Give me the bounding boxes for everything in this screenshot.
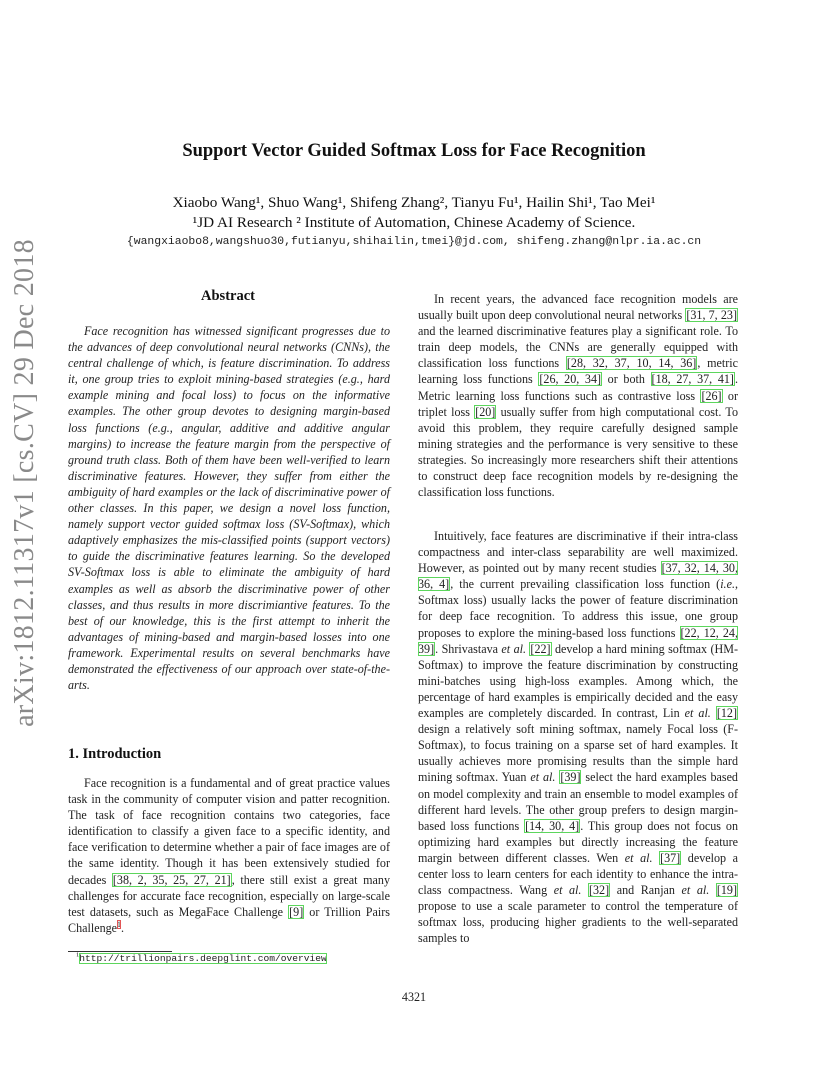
citation-link[interactable]: [18, 27, 37, 41] xyxy=(651,372,734,387)
citation-link[interactable]: [26] xyxy=(701,388,722,403)
citation-link[interactable]: [37, 32, 14, 30, 36, 4] xyxy=(418,561,738,592)
intro-paragraph: Intuitively, face features are discriminative if their intra-class compactness and inter-class separability are well maximized. However, as pointed out by many recent studies [37, 32, 14, 30, 36, 4], the current prevailing classification loss function (i.e., Softmax loss) usually lacks the power of feature discrimination for deep face recognition. To address this issue, one group proposes to explore the mining-based loss functions [22, 12, 24, 39]. Shrivastava et al. [22] develop a hard mining softmax (HM-Softmax) to improve the feature discrimination by constructing mini-batches using high-loss examples. Among which, the percentage of hard examples is empirically decided and the easy examples are completely discarded. In contrast, Lin et al. [12] design a relatively soft mining softmax, namely Focal loss (F-Softmax), to focus training on a sparse set of hard examples. It usually achieves more promising results than the simple hard mining softmax. Yuan et al. [39] select the hard examples based on model complexity and train an ensemble to model examples of different hard levels. The other group prefers to design margin-based loss functions [14, 30, 4]. This group does not focus on optimizing hard examples but directly increasing the feature margin between different classes. Wen et al. [37] develop a center loss to learn centers for each identity to enhance the intra-class compactness. Wang et al. [32] and Ranjan et al. [19] propose to use a scale parameter to control the temperature of softmax loss, producing higher gradients to the well-separated samples to xyxy=(418,529,739,946)
citation-link[interactable]: [9] xyxy=(289,904,304,919)
footnote-marker-link[interactable]: 1 xyxy=(117,919,121,929)
citation-link[interactable]: [14, 30, 4] xyxy=(525,818,580,833)
affiliations: ¹JD AI Research ² Institute of Automation, Chinese Academy of Science. xyxy=(192,214,636,231)
footnote xyxy=(76,953,327,964)
page-number: 4321 xyxy=(401,990,427,1004)
citation-link[interactable]: [26, 20, 34] xyxy=(539,372,602,387)
footnote-url-link[interactable]: http://trillionpairs.deepglint.com/overview xyxy=(79,953,327,964)
author-list: Xiaobo Wang¹, Shuo Wang¹, Shifeng Zhang², Tianyu Fu¹, Hailin Shi¹, Tao Mei¹ xyxy=(172,194,656,211)
citation-link[interactable]: [19] xyxy=(716,883,737,898)
citation-link[interactable]: [31, 7, 23] xyxy=(686,308,737,323)
intro-paragraph: In recent years, the advanced face recognition models are usually built upon deep convolutional neural networks [31, 7, 23] and the learned discriminative features play a significant role. To train deep models, the CNNs are generally equipped with classification loss functions [28, 32, 37, 10, 14, 36], metric learning loss functions [26, 20, 34] or both [18, 27, 37, 41]. Metric learning loss functions such as contrastive loss [26] or triplet loss [20] usually suffer from high computational cost. To avoid this problem, they require carefully designed sample mining strategies and the performance is very sensitive to these strategies. So increasingly more researchers shift their attentions to construct deep face recognition models by re-designing the classification loss functions. xyxy=(418,292,739,500)
footnote-divider xyxy=(68,951,172,952)
paper-title: Support Vector Guided Softmax Loss for Face Recognition xyxy=(182,141,646,161)
intro-paragraph: Face recognition is a fundamental and of great practice values task in the community of computer vision and patter recognition. The task of face recognition contains two categories, face identification to classify a given face to a specific identity, and face verification to determine whether a pair of face images are of the same identity. Though it has been extensively studied for decades [38, 2, 35, 25, 27, 21], there still exist a great many challenges for accurate face recognition, especially on large-scale test datasets, such as MegaFace Challenge [9] or Trillion Pairs Challenge$^1$. xyxy=(68,776,391,935)
citation-link[interactable]: [22] xyxy=(530,641,551,656)
citation-link[interactable]: [22, 12, 24, 39] xyxy=(418,625,738,656)
arxiv-watermark xyxy=(3,239,47,727)
arxiv-identifier: arXiv:1812.11317v1 [cs.CV] 29 Dec 2018 xyxy=(9,239,40,727)
section-heading-introduction: 1. Introduction xyxy=(68,746,162,762)
author-emails: {wangxiaobo8,wangshuo30,futianyu,shihailin,tmei}@jd.com, shifeng.zhang@nlpr.ia.ac.cn xyxy=(126,236,702,248)
citation-link[interactable]: [20] xyxy=(475,404,496,419)
abstract-text: Face recognition has witnessed significant progresses due to the advances of deep convolutional neural networks (CNNs), the central challenge of which, is feature discrimination. To address it, one group tries to exploit mining-based strategies (e.g., hard example mining and focal loss) to focus on the informative examples. The other group devotes to designing margin-based loss functions (e.g., angular, additive and additive angular margins) to increase the feature margin from the perspective of ground truth class. Both of them have been well-verified to learn discriminative features. However, they suffer from either the ambiguity of hard examples or the lack of discriminative power of other classes. In this paper, we design a novel loss function, namely support vector guided softmax loss (SV-Softmax), which adaptively emphasizes the mis-classified points (support vectors) to guide the discriminative features learning. So the developed SV-Softmax loss is able to eliminate the ambiguity of hard examples as well as absorb the discriminative power of other classes, and thus results in more discrimiantive features. To the best of our knowledge, this is the first attempt to inherit the advantages of mining-based and margin-based losses into one framework. Experimental results on several benchmarks have demonstrated the effectiveness of our approach over state-of-the-arts. xyxy=(68,324,390,693)
citation-link[interactable]: [12] xyxy=(716,706,737,721)
footnote-number: 1 xyxy=(76,951,80,959)
abstract-heading: Abstract xyxy=(201,288,255,304)
citation-link[interactable]: [32] xyxy=(588,883,610,898)
citation-link[interactable]: [39] xyxy=(560,770,581,785)
citation-link[interactable]: [28, 32, 37, 10, 14, 36] xyxy=(566,356,697,371)
citation-link[interactable]: [37] xyxy=(660,850,681,865)
citation-link[interactable]: [38, 2, 35, 25, 27, 21] xyxy=(112,872,231,887)
